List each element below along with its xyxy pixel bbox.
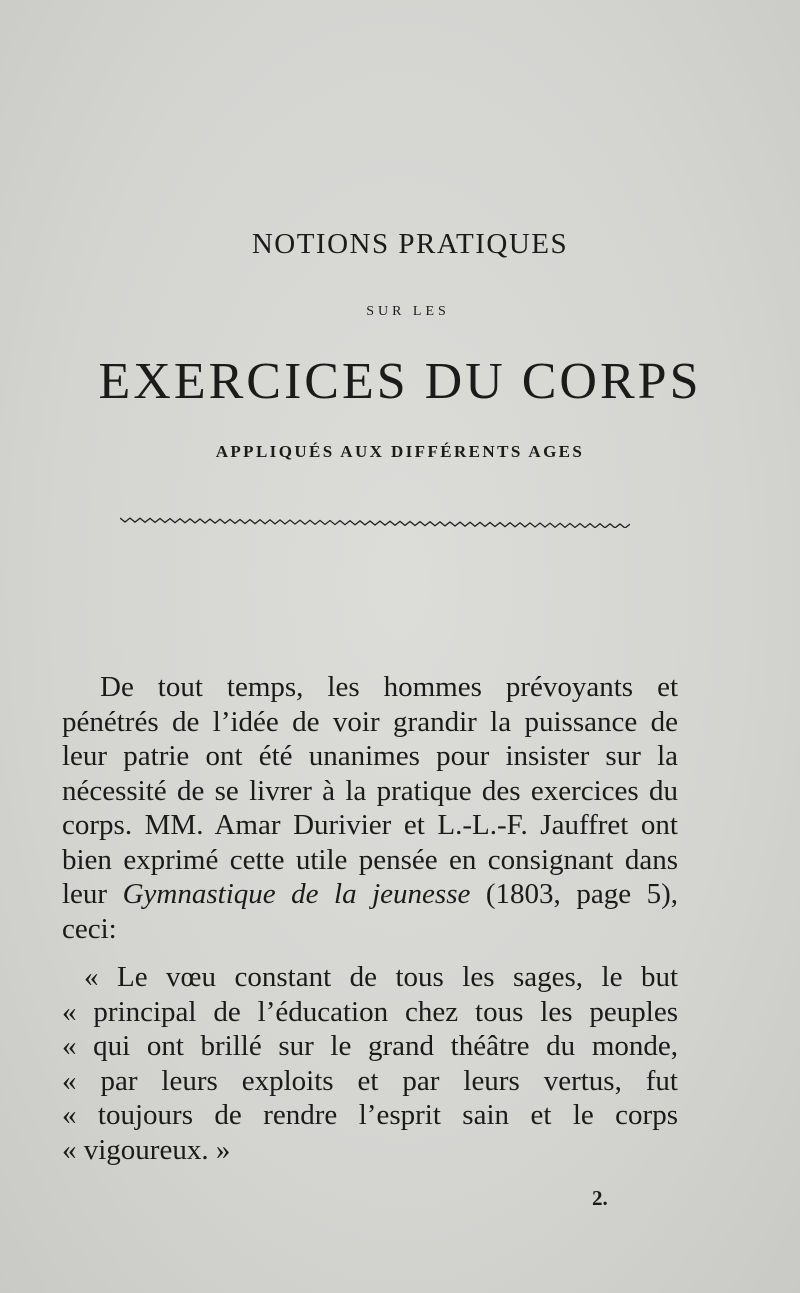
title-line-1: NOTIONS PRATIQUES [251, 228, 569, 260]
title-line-2: SUR LES [366, 304, 450, 319]
title-main: EXERCICES DU CORPS [98, 353, 702, 410]
paragraph-1-text: De tout temps, les hommes prévoyants et pénétrés de l’idée de voir grandir la puissance de leur patrie ont été unanimes pour insister sur la nécessité de se livrer à la pratique des exercices du corps. MM. Amar Durivier et L.-L.-F. Jauffret ont bien exprimé cette utile pensée en consignant dans leur [62, 671, 678, 910]
page-number: 2. [592, 1186, 608, 1210]
paragraph-1 [62, 670, 678, 946]
title-subtitle: APPLIQUÉS AUX DIFFÉRENTS AGES [215, 442, 585, 461]
decorative-wavy-rule [120, 512, 630, 528]
quote-line: « par leurs exploits et par leurs vertus, fut [62, 1064, 678, 1097]
quote-line: « principal de l’éducation chez tous les peuples [62, 995, 678, 1028]
quote-line: « qui ont brillé sur le grand théâtre du monde, [62, 1030, 678, 1062]
quotation [62, 960, 678, 1167]
paragraph-1-tail: (1803, page 5), ceci: [62, 878, 678, 945]
quote-line: « toujours de rendre l’esprit sain et le corps [62, 1099, 678, 1131]
book-title-italic: Gymnastique de la jeunesse [122, 878, 471, 910]
body-text [62, 670, 678, 1167]
quote-line: « vigoureux. » [62, 1133, 231, 1166]
quote-line: « Le vœu constant de tous les sages, le but [84, 961, 678, 993]
